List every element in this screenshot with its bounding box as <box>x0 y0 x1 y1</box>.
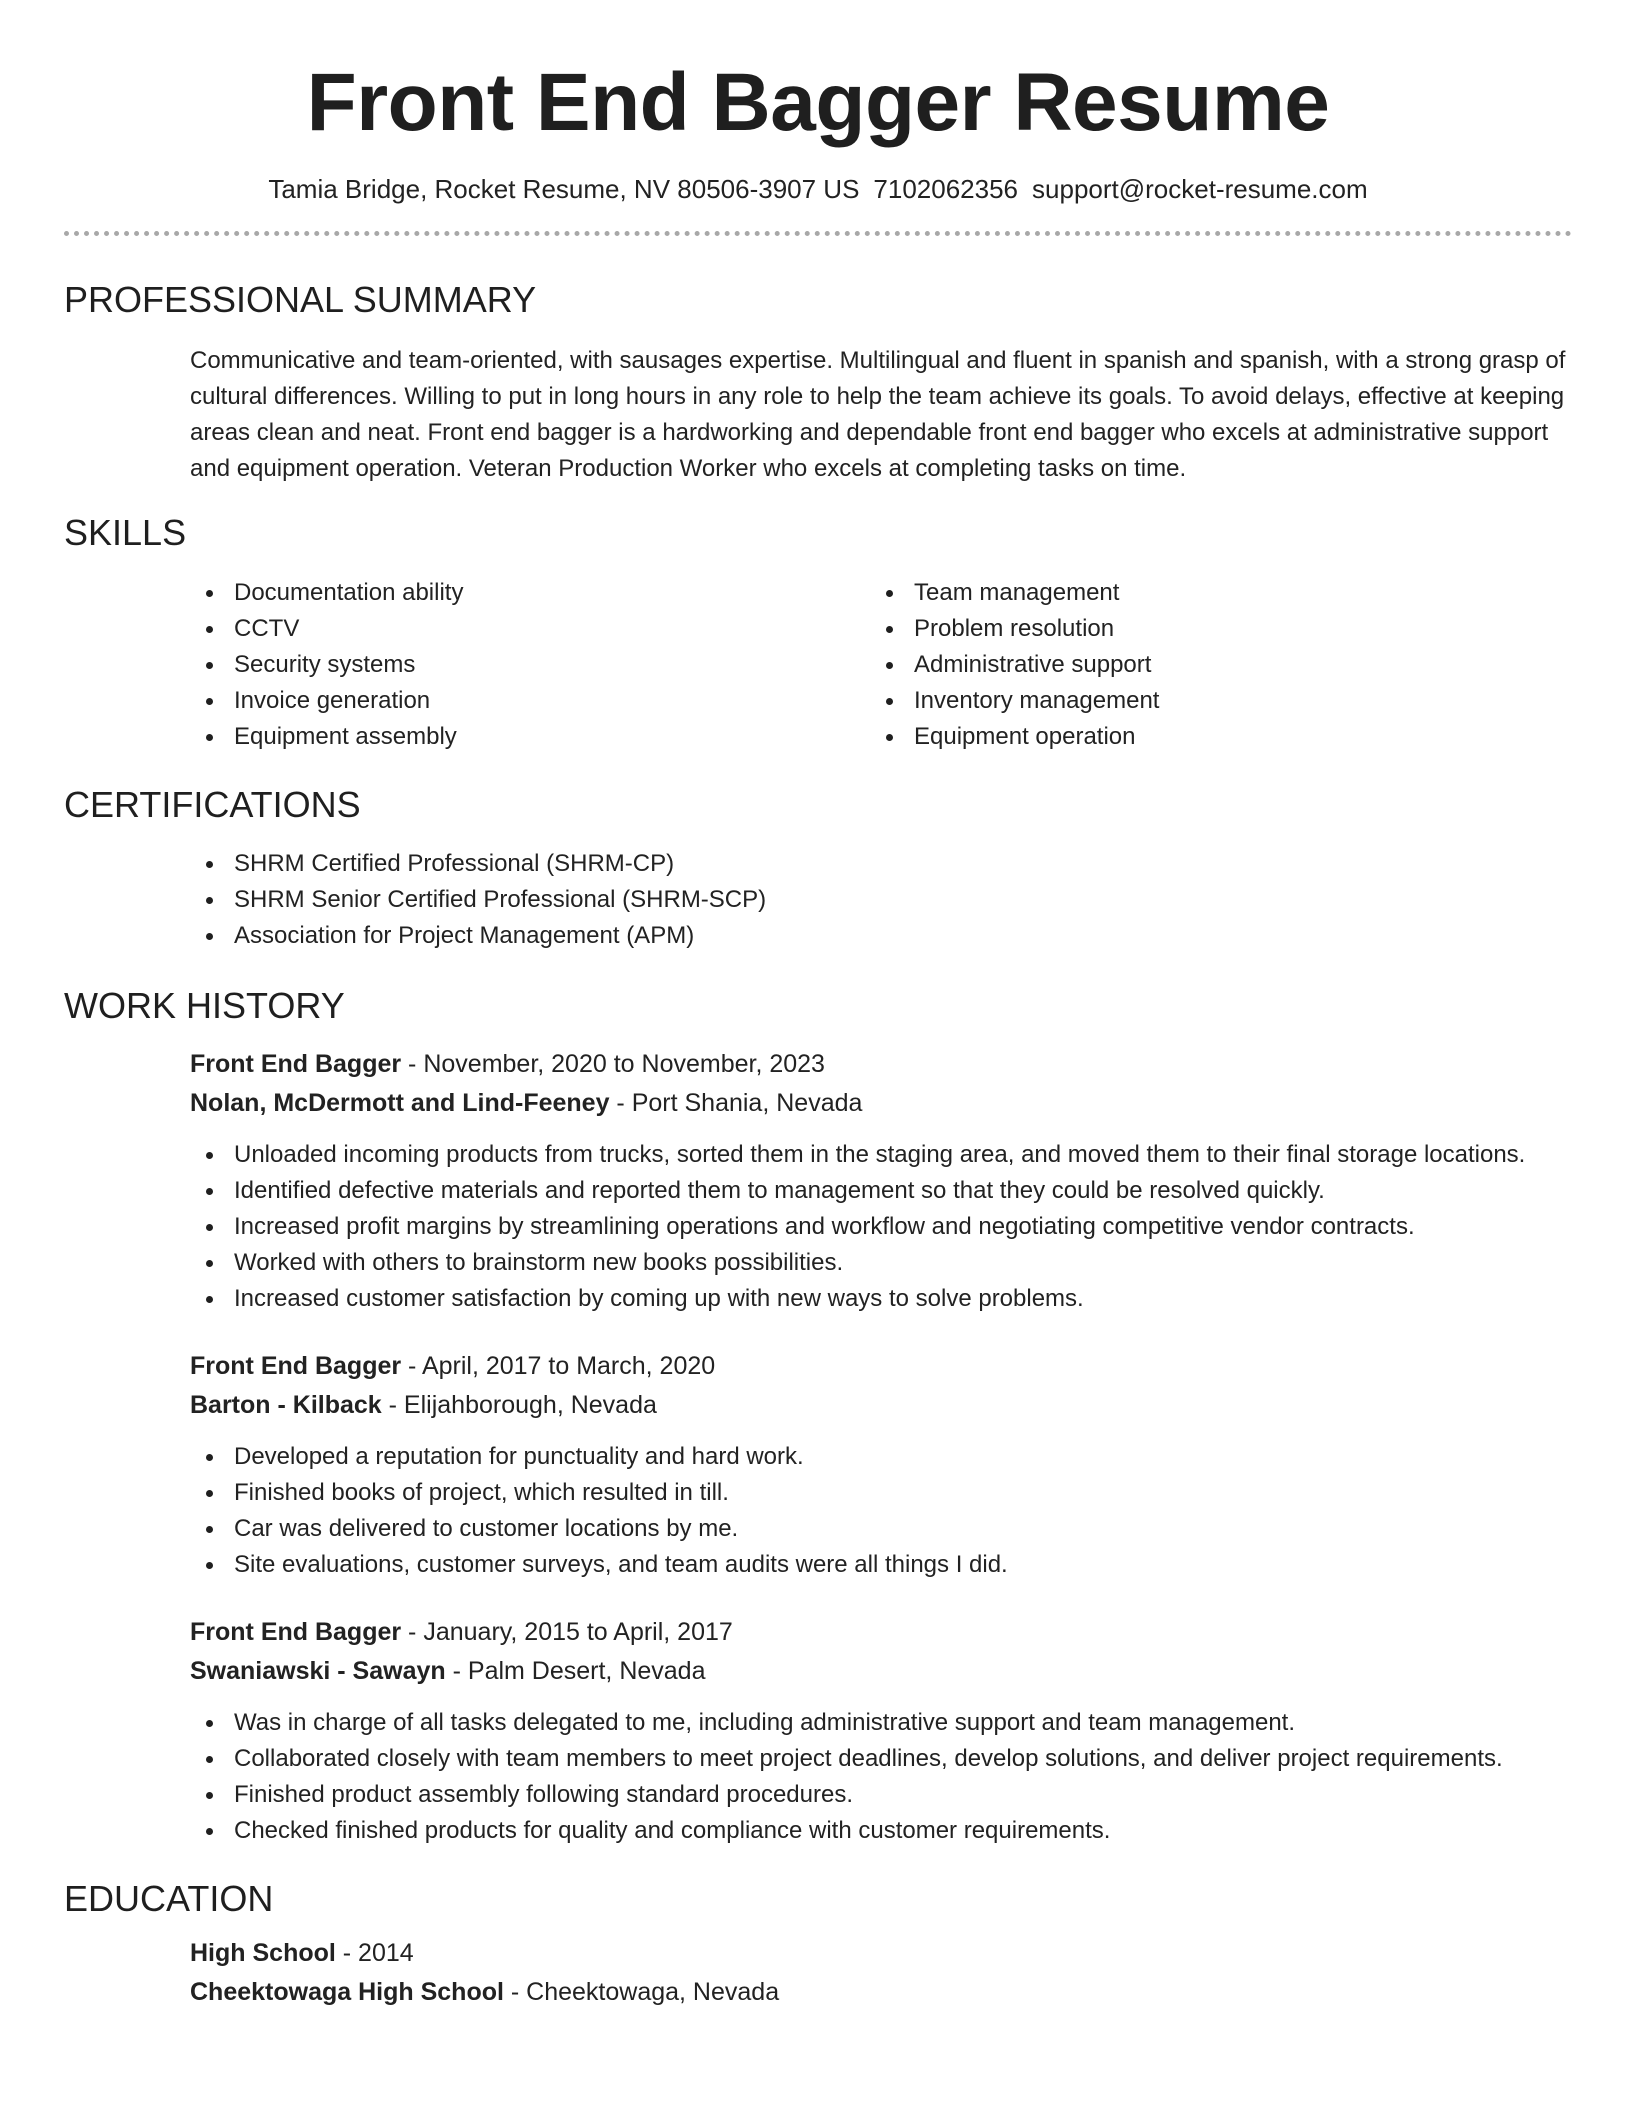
education-degree: High School <box>190 1939 336 1968</box>
job-bullet: Was in charge of all tasks delegated to me, including administrative support and team management. <box>190 1705 1572 1741</box>
skill-item: Equipment operation <box>870 719 1550 755</box>
job-location: - Port Shania, Nevada <box>609 1088 863 1117</box>
contact-phone: 7102062356 <box>873 174 1019 204</box>
work-history-heading: WORK HISTORY <box>64 984 345 1026</box>
skill-item: Invoice generation <box>190 683 870 719</box>
skill-item: Problem resolution <box>870 611 1550 647</box>
job-location: - Palm Desert, Nevada <box>445 1656 706 1685</box>
job-bullet: Increased customer satisfaction by coming up with new ways to solve problems. <box>190 1281 1572 1317</box>
job-company-line <box>190 1652 1572 1691</box>
job-dates: - November, 2020 to November, 2023 <box>401 1049 825 1078</box>
contact-email: support@rocket-resume.com <box>1032 174 1368 204</box>
job-bullet: Car was delivered to customer locations by me. <box>190 1511 1572 1547</box>
job-bullets <box>190 1137 1572 1317</box>
job-bullet: Unloaded incoming products from trucks, sorted them in the staging area, and moved them to their final storage locations. <box>190 1137 1572 1173</box>
education-school-line <box>190 1973 1572 2012</box>
job-title-line <box>190 1347 1572 1386</box>
job-bullets <box>190 1439 1572 1583</box>
education-heading: EDUCATION <box>64 1877 274 1919</box>
job-location: - Elijahborough, Nevada <box>381 1390 657 1419</box>
job-dates: - January, 2015 to April, 2017 <box>401 1617 733 1646</box>
job-dates: - April, 2017 to March, 2020 <box>401 1351 716 1380</box>
certifications-list <box>64 846 1572 954</box>
skills-grid <box>64 575 1572 755</box>
job-bullet: Site evaluations, customer surveys, and team audits were all things I did. <box>190 1547 1572 1583</box>
skill-item: Security systems <box>190 647 870 683</box>
certification-item: Association for Project Management (APM) <box>190 918 1572 954</box>
job-company: Barton - Kilback <box>190 1390 382 1419</box>
certification-item: SHRM Certified Professional (SHRM-CP) <box>190 846 1572 882</box>
header-divider <box>64 231 1572 236</box>
job-bullet: Finished books of project, which resulted in till. <box>190 1475 1572 1511</box>
job-bullet: Finished product assembly following standard procedures. <box>190 1777 1572 1813</box>
education-school: Cheektowaga High School <box>190 1978 504 2007</box>
job-bullet: Identified defective materials and reported them to management so that they could be resolved quickly. <box>190 1173 1572 1209</box>
skill-item: Inventory management <box>870 683 1550 719</box>
job-entry <box>64 1045 1572 1317</box>
job-company-line <box>190 1386 1572 1425</box>
job-company: Swaniawski - Sawayn <box>190 1656 446 1685</box>
skill-item: Equipment assembly <box>190 719 870 755</box>
education-year: - 2014 <box>335 1939 414 1968</box>
job-company-line <box>190 1084 1572 1123</box>
resume-title: Front End Bagger Resume <box>306 57 1330 148</box>
contact-line <box>64 174 1572 205</box>
resume-page <box>64 0 1572 2012</box>
skills-right-list <box>870 575 1550 755</box>
skills-left-list <box>190 575 870 755</box>
job-bullet: Increased profit margins by streamlining operations and workflow and negotiating competitive vendor contracts. <box>190 1209 1572 1245</box>
skill-item: CCTV <box>190 611 870 647</box>
job-title-line <box>190 1045 1572 1084</box>
summary-text: Communicative and team-oriented, with sausages expertise. Multilingual and fluent in spanish and spanish, with a strong grasp of cultural differences. Willing to put in long hours in any role to help the team achieve its goals. To avoid delays, effective at keeping areas clean and neat. Front end bagger is a hardworking and dependable front end bagger who excels at administrative support and equipment operation. Veteran Production Worker who excels at completing tasks on time. <box>190 347 1566 483</box>
job-company: Nolan, McDermott and Lind-Feeney <box>190 1088 610 1117</box>
summary-heading: PROFESSIONAL SUMMARY <box>64 279 537 321</box>
education-entry <box>64 1934 1572 2012</box>
skill-item: Team management <box>870 575 1550 611</box>
skill-item: Administrative support <box>870 647 1550 683</box>
certifications-heading: CERTIFICATIONS <box>64 783 361 825</box>
job-bullet: Collaborated closely with team members to meet project deadlines, develop solutions, and deliver project requirements. <box>190 1741 1572 1777</box>
job-title: Front End Bagger <box>190 1617 402 1646</box>
education-location: - Cheektowaga, Nevada <box>503 1978 780 2007</box>
job-bullets <box>190 1705 1572 1849</box>
job-entry <box>64 1613 1572 1849</box>
job-entry <box>64 1347 1572 1583</box>
education-degree-line <box>190 1934 1572 1973</box>
skills-heading: SKILLS <box>64 512 187 554</box>
skill-item: Documentation ability <box>190 575 870 611</box>
contact-address: Tamia Bridge, Rocket Resume, NV 80506-3907 US <box>268 174 860 204</box>
job-title: Front End Bagger <box>190 1049 402 1078</box>
certification-item: SHRM Senior Certified Professional (SHRM-SCP) <box>190 882 1572 918</box>
job-bullet: Worked with others to brainstorm new books possibilities. <box>190 1245 1572 1281</box>
job-title: Front End Bagger <box>190 1351 402 1380</box>
job-bullet: Checked finished products for quality and compliance with customer requirements. <box>190 1813 1572 1849</box>
job-title-line <box>190 1613 1572 1652</box>
job-bullet: Developed a reputation for punctuality and hard work. <box>190 1439 1572 1475</box>
